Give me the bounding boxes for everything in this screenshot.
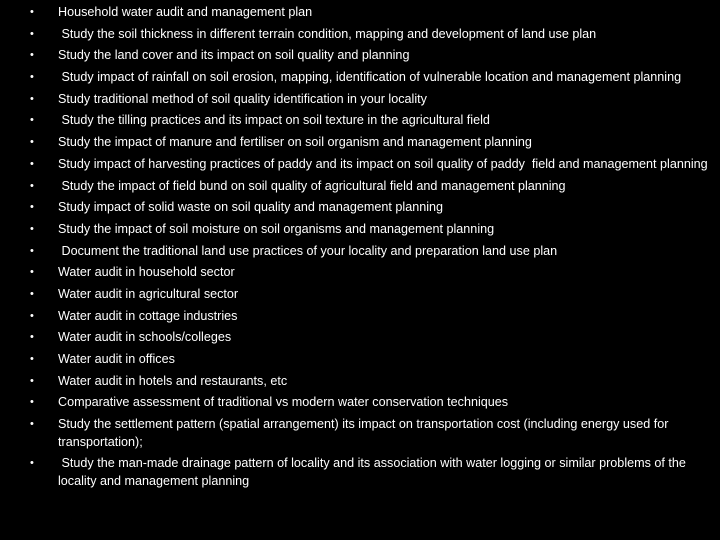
- list-item: [0, 26, 716, 44]
- list-item: [0, 4, 716, 22]
- list-item: [0, 178, 716, 196]
- list-item: [0, 199, 716, 217]
- list-item-text: Study impact of rainfall on soil erosion, mapping, identification of vulnerable location and management planning: [58, 70, 682, 85]
- bullet-icon: •: [30, 331, 34, 344]
- bullet-icon: •: [30, 157, 34, 170]
- list-item-text: Water audit in cottage industries: [58, 308, 238, 323]
- list-item: [0, 416, 716, 451]
- list-item-text: Study the man-made drainage pattern of locality and its association with water logging or similar problems of the locality and management planning: [58, 456, 690, 488]
- list-item-text: Study the soil thickness in different terrain condition, mapping and development of land use plan: [58, 26, 597, 41]
- list-item-text: Water audit in hotels and restaurants, etc: [58, 373, 288, 388]
- bullet-icon: •: [30, 244, 34, 257]
- list-item: [0, 286, 716, 304]
- bullet-icon: •: [30, 396, 34, 409]
- list-item-text: Water audit in household sector: [58, 265, 235, 280]
- bullet-icon: •: [30, 266, 34, 279]
- list-item: [0, 264, 716, 282]
- list-item: [0, 69, 716, 87]
- list-item-text: Water audit in agricultural sector: [58, 286, 239, 301]
- list-item-text: Study the tilling practices and its impact on soil texture in the agricultural field: [58, 113, 490, 128]
- list-item: [0, 329, 716, 347]
- bullet-icon: •: [30, 71, 34, 84]
- bullet-icon: •: [30, 201, 34, 214]
- bullet-icon: •: [30, 457, 34, 470]
- list-item-text: Study impact of solid waste on soil quality and management planning: [58, 200, 444, 215]
- bullet-icon: •: [30, 222, 34, 235]
- list-item: [0, 47, 716, 65]
- list-item-text: Study the impact of field bund on soil quality of agricultural field and management planning: [58, 178, 566, 193]
- bullet-icon: •: [30, 179, 34, 192]
- list-item: [0, 394, 716, 412]
- bullet-icon: •: [30, 114, 34, 127]
- list-item: [0, 455, 716, 490]
- list-item-text: Household water audit and management plan: [58, 5, 313, 19]
- list-item: [0, 91, 716, 109]
- list-item: [0, 221, 716, 239]
- list-item: [0, 243, 716, 261]
- bullet-icon: •: [30, 374, 34, 387]
- list-item-text: Study traditional method of soil quality identification in your locality: [58, 91, 427, 106]
- bullet-icon: •: [30, 136, 34, 149]
- bullet-icon: •: [30, 418, 34, 431]
- list-item-text: Study the land cover and its impact on soil quality and planning: [58, 48, 410, 63]
- bullet-icon: •: [30, 49, 34, 62]
- list-item: [0, 373, 716, 391]
- list-item-text: Water audit in offices: [58, 352, 175, 366]
- list-item-text: Document the traditional land use practices of your locality and preparation land use plan: [58, 243, 558, 258]
- list-item-text: Comparative assessment of traditional vs modern water conservation techniques: [58, 395, 509, 410]
- bullet-icon: •: [30, 353, 34, 365]
- list-item-text: Water audit in schools/colleges: [58, 330, 232, 345]
- bullet-icon: •: [30, 309, 34, 322]
- list-item: [0, 156, 716, 174]
- list-item: [0, 308, 716, 326]
- bullet-icon: •: [30, 92, 34, 105]
- bullet-icon: •: [30, 27, 34, 40]
- list-item: [0, 351, 716, 369]
- topic-list: [0, 4, 716, 494]
- list-item-text: Study the settlement pattern (spatial arrangement) its impact on transportation cost (including energy used for transportation);: [58, 417, 672, 449]
- list-item-text: Study the impact of soil moisture on soil organisms and management planning: [58, 221, 495, 236]
- bullet-icon: •: [30, 287, 34, 300]
- bullet-icon: •: [30, 6, 34, 18]
- list-item-text: Study the impact of manure and fertiliser on soil organism and management planning: [58, 135, 532, 150]
- list-item: [0, 112, 716, 130]
- list-item: [0, 134, 716, 152]
- list-item-text: Study impact of harvesting practices of paddy and its impact on soil quality of paddy field and management planning: [58, 156, 708, 171]
